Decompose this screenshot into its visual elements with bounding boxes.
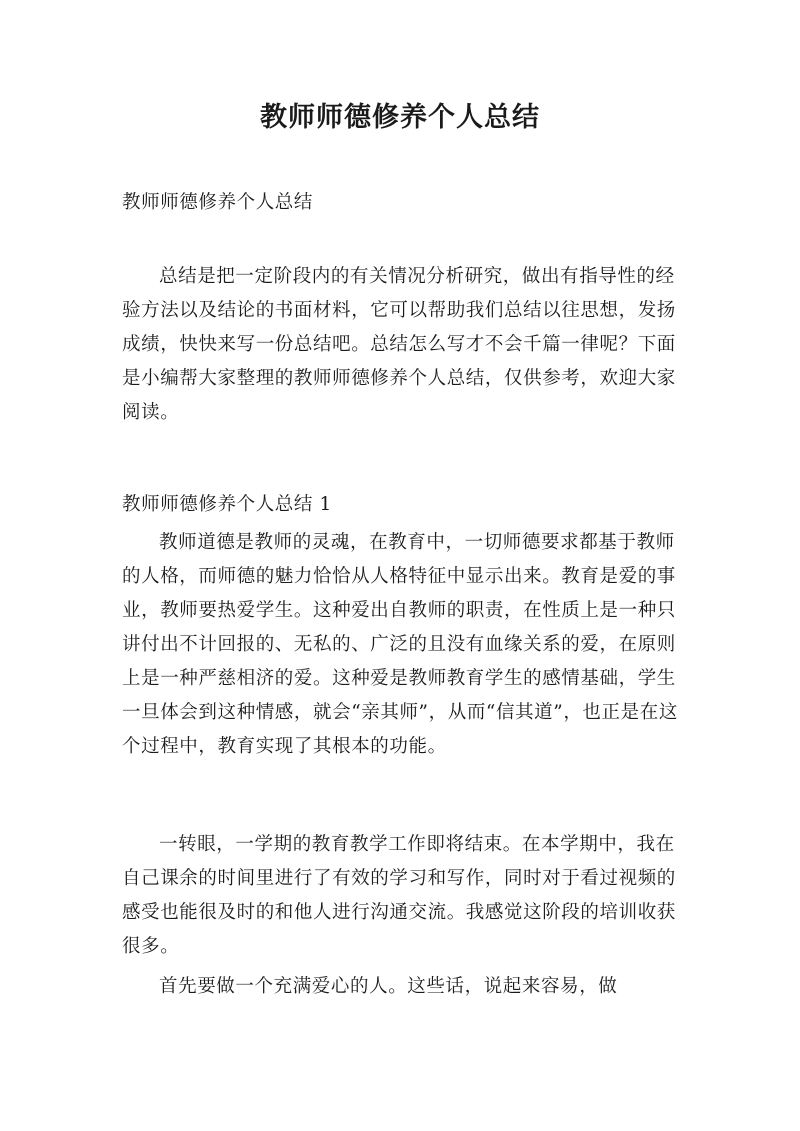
body-paragraph-1: 教师道德是教师的灵魂，在教育中，一切师德要求都基于教师的人格，而师德的魅力恰恰从人格特征中显示出来。教育是爱的事业，教师要热爱学生。这种爱出自教师的职责，在性质上是一种只讲付出不计回报的、无私的、广泛的且没有血缘关系的爱，在原则上是一种严慈相济的爱。这种爱是教师教育学生的感情基础，学生一旦体会到这种情感，就会“亲其师”，从而“信其道”，也正是在这个过程中，教育实现了其根本的功能。 [122,532,678,757]
intro-paragraph: 总结是把一定阶段内的有关情况分析研究，做出有指导性的经验方法以及结论的书面材料，它可以帮助我们总结以往思想，发扬成绩，快快来写一份总结吧。总结怎么写才不会千篇一律呢？下面是小编帮大家整理的教师师德修养个人总结，仅供参考，欢迎大家阅读。 [122,266,676,423]
body-paragraph-2: 一转眼，一学期的教育教学工作即将结束。在本学期中，我在自己课余的时间里进行了有效的学习和写作，同时对于看过视频的感受也能很及时的和他人进行沟通交流。我感觉这阶段的培训收获很多。 [122,834,676,957]
document-title: 教师师德修养个人总结 [260,102,540,133]
body-paragraph-3: 首先要做一个充满爱心的人。这些话，说起来容易，做 [159,976,618,997]
section-heading-1: 教师师德修养个人总结 1 [122,494,332,515]
document-subtitle: 教师师德修养个人总结 [122,192,314,213]
